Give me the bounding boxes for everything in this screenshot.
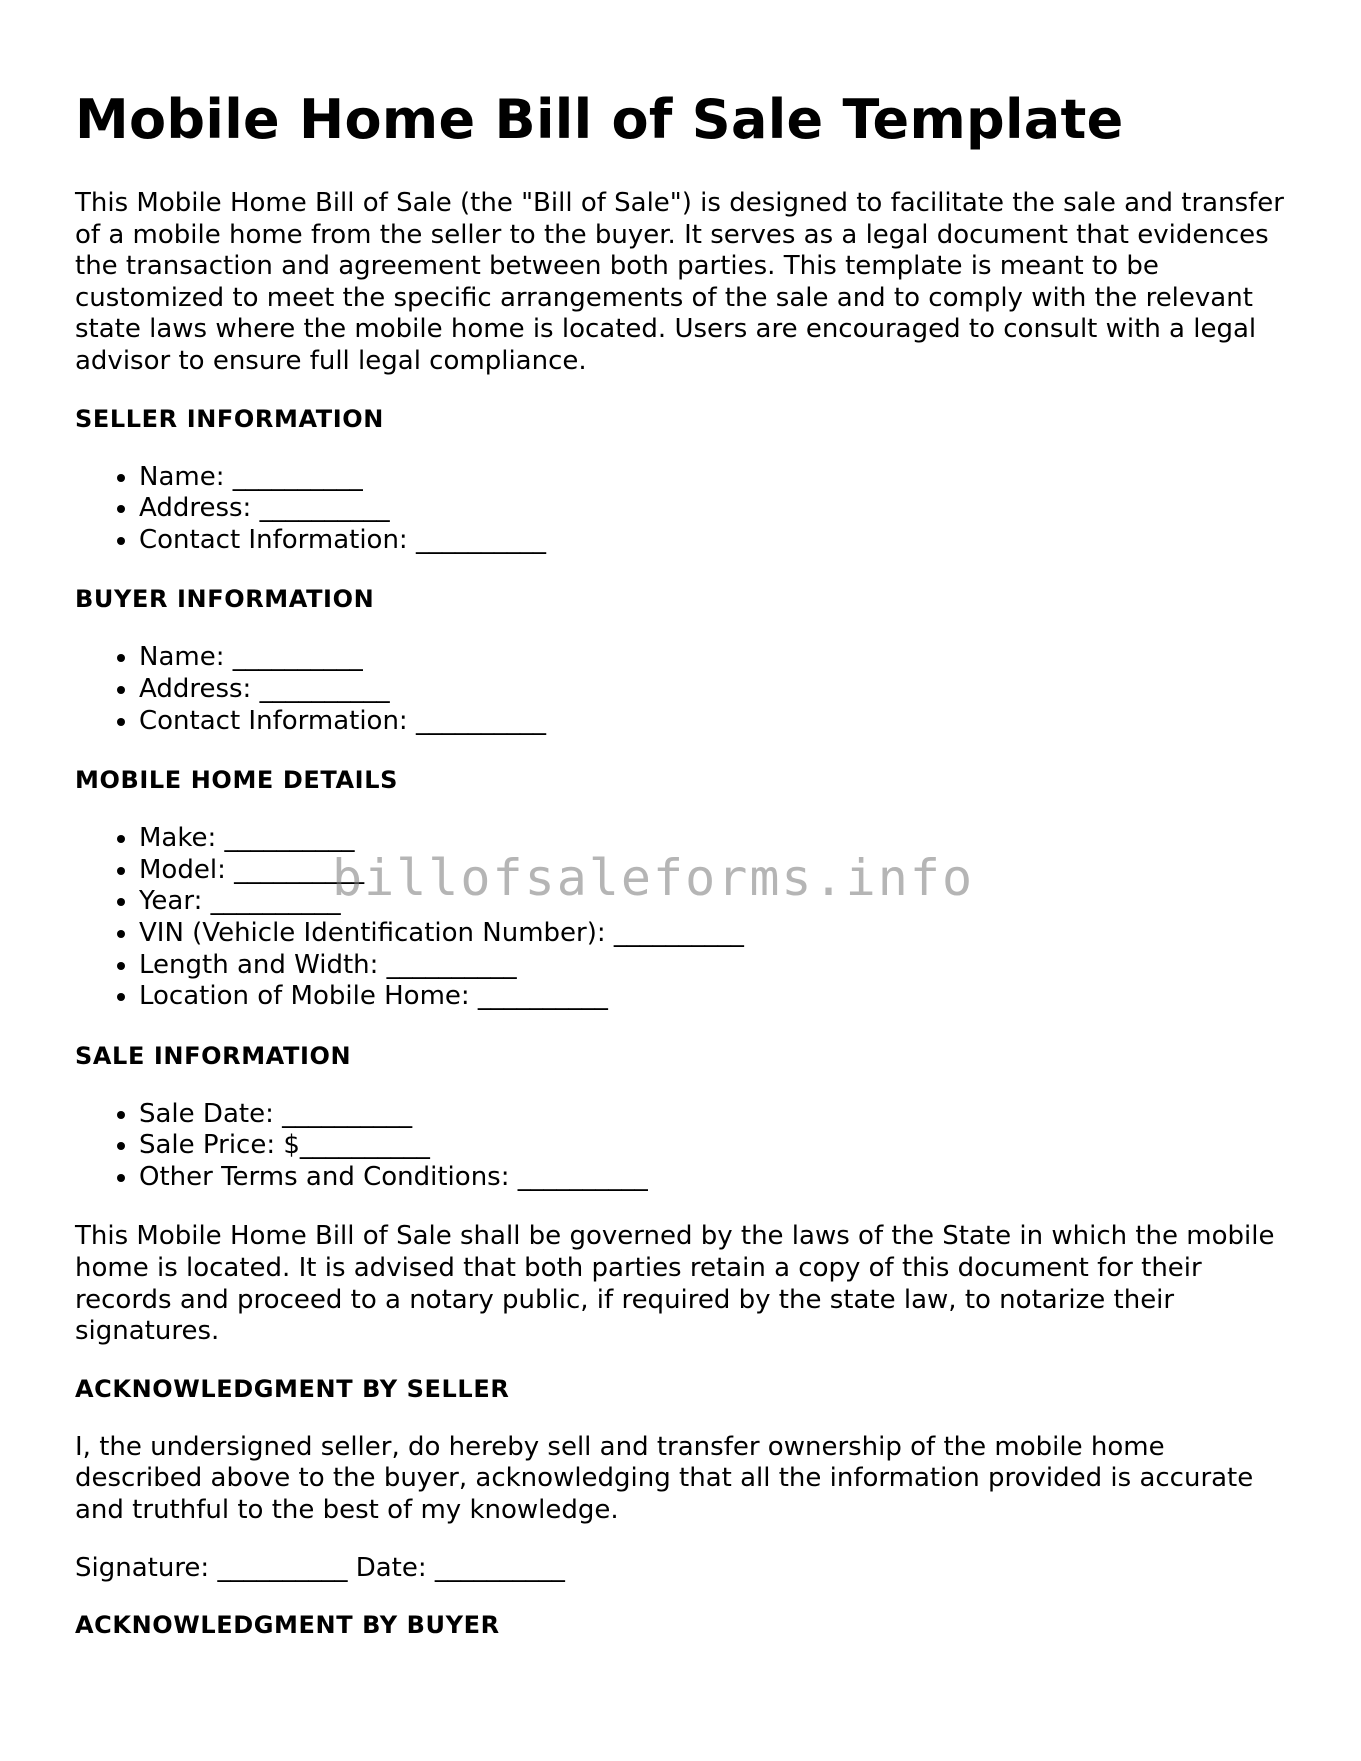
seller-contact-field: • Contact Information: __________ — [139, 525, 1295, 557]
sale-list — [75, 1099, 1295, 1194]
buyer-name-field: • Name: __________ — [139, 642, 1295, 674]
location-field: • Location of Mobile Home: __________ — [139, 981, 1295, 1013]
buyer-heading: BUYER INFORMATION — [75, 585, 375, 614]
year-field: • Year: __________ — [139, 886, 1295, 918]
vin-field: • VIN (Vehicle Identification Number): __________ — [139, 918, 1295, 950]
page-title: Mobile Home Bill of Sale Template — [75, 88, 1124, 151]
ack-seller-text: I, the undersigned seller, do hereby sell and transfer ownership of the mobile home described above to the buyer, acknowledging that all the information provided is accurate and truthful to the best of my knowledge. — [75, 1431, 1254, 1526]
length-width-field: • Length and Width: __________ — [139, 950, 1295, 982]
buyer-list — [75, 642, 1295, 737]
model-field: • Model: __________ — [139, 855, 1295, 887]
sale-price-field: • Sale Price: $__________ — [139, 1130, 1295, 1162]
make-field: • Make: __________ — [139, 823, 1295, 855]
buyer-address-field: • Address: __________ — [139, 674, 1295, 706]
watermark: billofsaleforms.info — [332, 849, 975, 907]
seller-list — [75, 462, 1295, 557]
sale-heading: SALE INFORMATION — [75, 1041, 352, 1070]
intro-paragraph: This Mobile Home Bill of Sale (the "Bill of Sale") is designed to facilitate the sale and transfer of a mobile home from the seller to the buyer. It serves as a legal document that evidences the transaction and agreement between both parties. This template is meant to be customized to meet the specific arrangements of the sale and to comply with the relevant state laws where the mobile home is located. Users are encouraged to consult with a legal advisor to ensure full legal compliance. — [75, 188, 1284, 376]
details-heading: MOBILE HOME DETAILS — [75, 766, 398, 795]
ack-seller-heading: ACKNOWLEDGMENT BY SELLER — [75, 1374, 510, 1403]
ack-buyer-heading: ACKNOWLEDGMENT BY BUYER — [75, 1611, 500, 1640]
seller-address-field: • Address: __________ — [139, 493, 1295, 525]
seller-signature-line: Signature: __________ Date: __________ — [75, 1552, 565, 1583]
governing-law-paragraph: This Mobile Home Bill of Sale shall be governed by the laws of the State in which the mobile home is located. It is advised that both parties retain a copy of this document for their records and proceed to a notary public, if required by the state law, to notarize their signatures. — [75, 1221, 1275, 1347]
other-terms-field: • Other Terms and Conditions: __________ — [139, 1162, 1295, 1194]
buyer-contact-field: • Contact Information: __________ — [139, 706, 1295, 738]
seller-heading: SELLER INFORMATION — [75, 404, 384, 433]
seller-name-field: • Name: __________ — [139, 462, 1295, 494]
sale-date-field: • Sale Date: __________ — [139, 1099, 1295, 1131]
